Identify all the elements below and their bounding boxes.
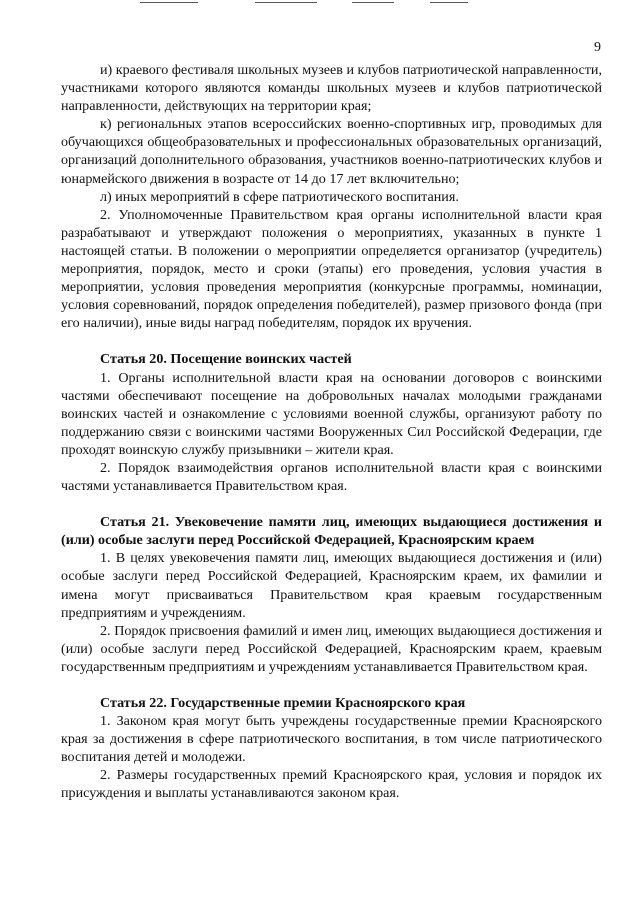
- page-number: 9: [594, 40, 601, 55]
- article-22: [61, 694, 602, 803]
- article-heading: Статья 21. Увековечение памяти лиц, имеющих выдающиеся достижения и (или) особые заслуги перед Российской Федерацией, Красноярским краем: [61, 514, 602, 549]
- document-body: [61, 61, 602, 803]
- paragraph-item-i: и) краевого фестиваля школьных музеев и клубов патриотической направленности, участниками которого являются команды школьных музеев и клубов патриотической направленности, действующих на территории края;: [61, 62, 602, 115]
- article-paragraph: 2. Порядок присвоения фамилий и имен лиц, имеющих выдающиеся достижения и (или) особые заслуги перед Российской Федерацией, Красноярским краем, краевым государственным предприятиям и учреждениям устанавливается Правительством края.: [61, 622, 602, 675]
- article-paragraph: 1. Органы исполнительной власти края на основании договоров с воинскими частями обеспечивают посещение на добровольных началах молодыми гражданами воинских частей и ознакомление с условиями военной службы, организуют работу по поддержанию связи с воинскими частями Вооруженных Сил Российской Федерации, где проходят воинскую службу призывники – жители края.: [61, 369, 602, 458]
- article-paragraph: 2. Порядок взаимодействия органов исполнительной власти края с воинскими частями устанавливается Правительством края.: [61, 459, 602, 495]
- paragraph-item-l: л) иных мероприятий в сфере патриотического воспитания.: [100, 188, 459, 205]
- article-20: [61, 350, 602, 495]
- article-paragraph: 1. В целях увековечения памяти лиц, имеющих выдающиеся достижения и (или) особые заслуги перед Российской Федерацией, Красноярским краем, их фамилии и имена могут присваиваться Правительством края краевым государственным предприятиям и учреждениям.: [61, 550, 602, 621]
- scan-edge-line: [352, 2, 394, 3]
- article-paragraph: 2. Размеры государственных премий Красноярского края, условия и порядок их присуждения и выплаты устанавливаются законом края.: [61, 767, 602, 802]
- article-paragraph: 1. Законом края могут быть учреждены государственные премии Красноярского края за достижения в сфере патриотического воспитания, в том числе патриотического воспитания детей и молодежи.: [61, 713, 602, 766]
- paragraph-item-k: к) региональных этапов всероссийских военно-спортивных игр, проводимых для обучающихся общеобразовательных и профессиональных образовательных организаций, организаций дополнительного образования, участников военно-патриотических клубов и юнармейского движения в возрасте от 14 до 17 лет включительно;: [61, 116, 602, 187]
- section-gap: [61, 676, 602, 694]
- scan-edge-line: [140, 2, 198, 3]
- article-21: [61, 513, 602, 676]
- section-gap: [61, 495, 602, 513]
- article-heading: Статья 20. Посещение воинских частей: [100, 351, 352, 368]
- scan-edge-line: [430, 2, 468, 3]
- paragraph-clause-2: 2. Уполномоченные Правительством края органы исполнительной власти края разрабатывают и утверждают положения о мероприятиях, указанных в пункте 1 настоящей статьи. В положении о мероприятии определяется организатор (учредитель) мероприятия, порядок, место и сроки (этапы) его проведения, условия участия в мероприятии, условия проведения мероприятия (конкурсные программы, номинации, условия соревнований, порядок определения победителей), размер призового фонда (при его наличии), иные виды наград победителям, порядок их вручения.: [61, 206, 602, 332]
- scan-edge-line: [255, 2, 317, 3]
- section-gap: [61, 332, 602, 350]
- article-heading: Статья 22. Государственные премии Красноярского края: [100, 695, 466, 711]
